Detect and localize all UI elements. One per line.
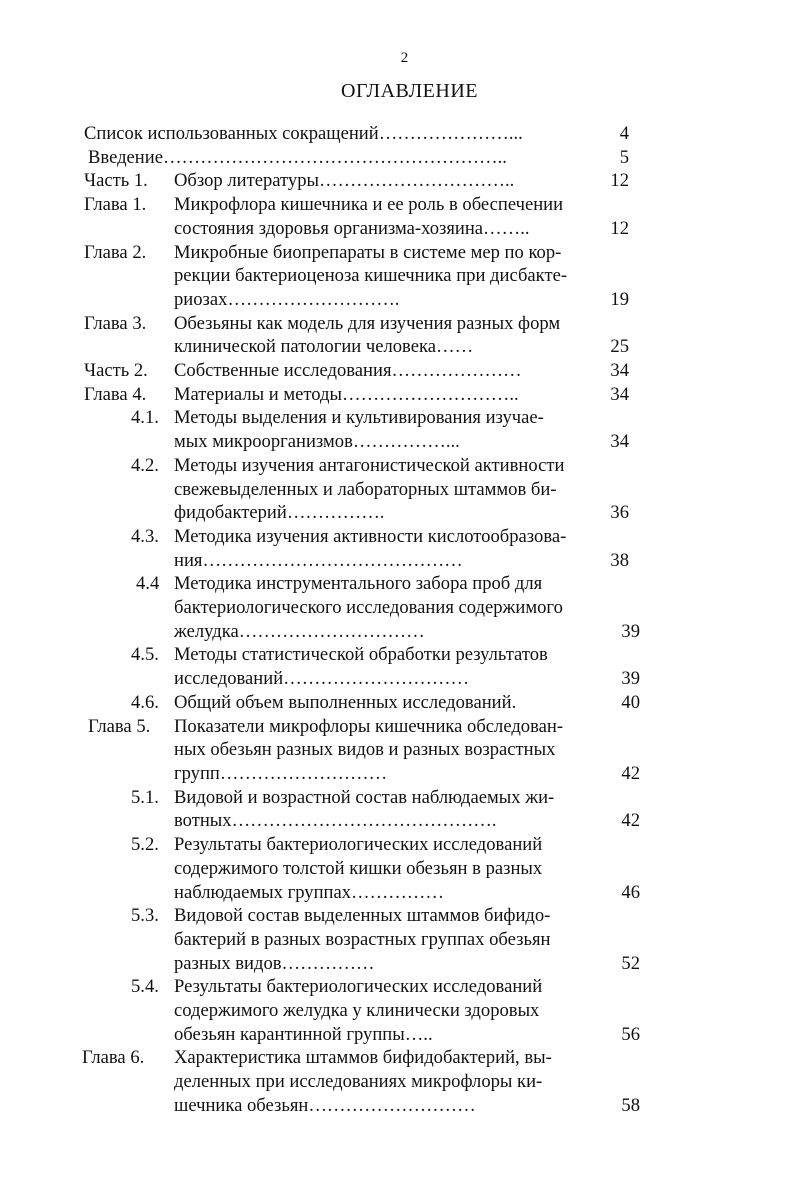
toc-entry-text [88,146,588,170]
toc-page: 12 [610,217,629,239]
toc-label: 4.6. [131,691,159,713]
toc-entry-text [174,406,594,453]
toc-line: деленных при исследованиях микрофлоры ки- [174,1071,543,1093]
toc-label: Глава 5. [88,715,151,737]
toc-label: 5.2. [131,834,159,856]
table-of-contents [0,122,799,1118]
toc-page: 39 [621,620,640,642]
toc-page: 52 [621,952,640,974]
toc-entry-text [174,525,594,572]
toc-line: содержимого желудка у клинически здоровых [174,1000,540,1022]
toc-entry-introduction [0,146,799,170]
toc-line: шечника обезьян……………………… [174,1094,476,1116]
toc-page: 46 [621,881,640,903]
toc-label: 4.5. [131,644,159,666]
toc-line: вотных……………………………………. [174,810,497,832]
toc-line: Показатели микрофлоры кишечника обследован- [174,715,564,737]
toc-entry-chapter-5 [0,715,799,786]
toc-line: желудка………………………… [174,620,425,642]
toc-entry-text [174,715,594,786]
toc-page: 34 [610,360,629,382]
toc-line: бактерий в разных возрастных группах обезьян [174,928,551,950]
toc-entry-5-3 [0,904,799,975]
toc-entry-4-2 [0,454,799,525]
toc-line: Методы статистической обработки результатов [174,644,548,666]
toc-line: ния…………………………………… [174,549,463,571]
toc-line: свежевыделенных и лабораторных штаммов би- [174,478,557,500]
toc-line: фидобактерий……………. [174,502,385,524]
toc-line: мых микроорганизмов……………... [174,431,460,453]
toc-line: Видовой состав выделенных штаммов бифидо- [174,905,551,927]
toc-entry-text [174,454,594,525]
toc-entry-text [174,193,594,240]
toc-label: 4.2. [131,454,159,476]
toc-line: групп……………………… [174,762,388,784]
toc-page: 5 [619,146,629,168]
toc-label: Глава 2. [84,241,147,263]
toc-page: 4 [619,123,629,144]
toc-entry-text [174,904,594,975]
toc-entry-chapter-4 [0,383,799,407]
toc-line: Результаты бактериологических исследований [174,976,543,998]
toc-line: обезьян карантинной группы….. [174,1023,433,1045]
toc-page: 42 [621,762,640,784]
toc-entry-4-1 [0,406,799,453]
toc-label: 5.4. [131,976,159,998]
toc-entry-text [174,975,594,1046]
toc-line: Методы изучения антагонистической активности [174,454,565,476]
toc-page: 42 [621,810,640,832]
toc-line: Методика инструментального забора проб для [174,573,543,595]
toc-entry-text [174,572,594,643]
toc-line: разных видов…………… [174,952,375,974]
toc-entry-chapter-6 [0,1046,799,1117]
page-number: 2 [400,50,409,66]
toc-line: ных обезьян разных видов и разных возрастных [174,739,556,761]
toc-line: Методы выделения и культивирования изучае- [174,407,544,429]
toc-line: содержимого толстой кишки обезьян в разных [174,857,543,879]
toc-line: риозах………………………. [174,288,400,310]
toc-entry-chapter-1 [0,193,799,240]
toc-entry-text [174,833,594,904]
toc-entry-5-4 [0,975,799,1046]
toc-page: 38 [610,549,629,571]
toc-line: клинической патологии человека…… [174,336,474,358]
toc-label: 4.3. [131,525,159,547]
toc-entry-4-5 [0,643,799,690]
toc-entry-text [84,122,584,146]
toc-label: Глава 3. [84,312,147,334]
toc-line: Материалы и методы……………………….. [174,383,519,405]
toc-page: 34 [610,431,629,453]
toc-label: Глава 6. [82,1047,145,1069]
toc-label: 5.1. [131,786,159,808]
toc-entry-text [174,241,594,312]
toc-entry-4-6 [0,691,799,715]
toc-line: Обзор литературы………………………….. [174,170,515,192]
toc-line: Микрофлора кишечника и ее роль в обеспечении [174,194,564,216]
toc-line: рекции бактериоценоза кишечника при дисбакте- [174,265,568,287]
toc-line: Микробные биопрепараты в системе мер по кор- [174,241,562,263]
toc-page: 58 [621,1094,640,1116]
toc-line: Обезьяны как модель для изучения разных форм [174,312,561,334]
toc-label: 5.3. [131,905,159,927]
toc-entry-5-2 [0,833,799,904]
toc-entry-text [174,312,594,359]
toc-page: 25 [610,336,629,358]
toc-entry-part-1 [0,169,799,193]
toc-line: Методика изучения активности кислотообразова- [174,525,567,547]
toc-line: исследований………………………… [174,668,470,690]
toc-entry-abbreviations [0,122,799,146]
toc-entry-chapter-2 [0,241,799,312]
toc-line: Результаты бактериологических исследований [174,834,543,856]
toc-page: 12 [610,170,629,192]
toc-label: Часть 2. [84,360,148,382]
toc-label: Глава 4. [84,383,147,405]
toc-entry-4-3 [0,525,799,572]
toc-line: Видовой и возрастной состав наблюдаемых жи- [174,786,555,808]
toc-entry-text [174,1046,594,1117]
page-title: ОГЛАВЛЕНИЕ [341,80,478,102]
toc-label: 4.1. [131,407,159,429]
toc-entry-text [174,383,594,407]
toc-entry-text [174,643,594,690]
toc-entry-5-1 [0,786,799,833]
toc-entry-text [174,359,594,383]
toc-entry-text [174,169,594,193]
toc-line: Характеристика штаммов бифидобактерий, вы- [174,1047,552,1069]
toc-line: Общий объем выполненных исследований. [174,691,517,713]
toc-line: наблюдаемых группах…………… [174,881,444,903]
toc-page: 36 [610,502,629,524]
toc-page: 19 [610,288,629,310]
toc-page: 40 [621,691,640,713]
toc-line: состояния здоровья организма-хозяина…….. [174,217,530,239]
toc-page: 34 [610,383,629,405]
toc-page: 39 [621,668,640,690]
toc-label: Часть 1. [84,170,148,192]
toc-line: Введение……………………………………………….. [88,146,507,168]
toc-entry-part-2 [0,359,799,383]
toc-line: бактериологического исследования содержимого [174,597,563,619]
toc-page: 56 [621,1023,640,1045]
toc-line: Список использованных сокращений…………………... [84,123,523,144]
toc-label: 4.4 [136,573,160,595]
toc-entry-chapter-3 [0,312,799,359]
toc-line: Собственные исследования………………… [174,360,522,382]
toc-label: Глава 1. [84,194,147,216]
toc-entry-4-4 [0,572,799,643]
toc-entry-text [174,691,594,715]
toc-entry-text [174,786,594,833]
